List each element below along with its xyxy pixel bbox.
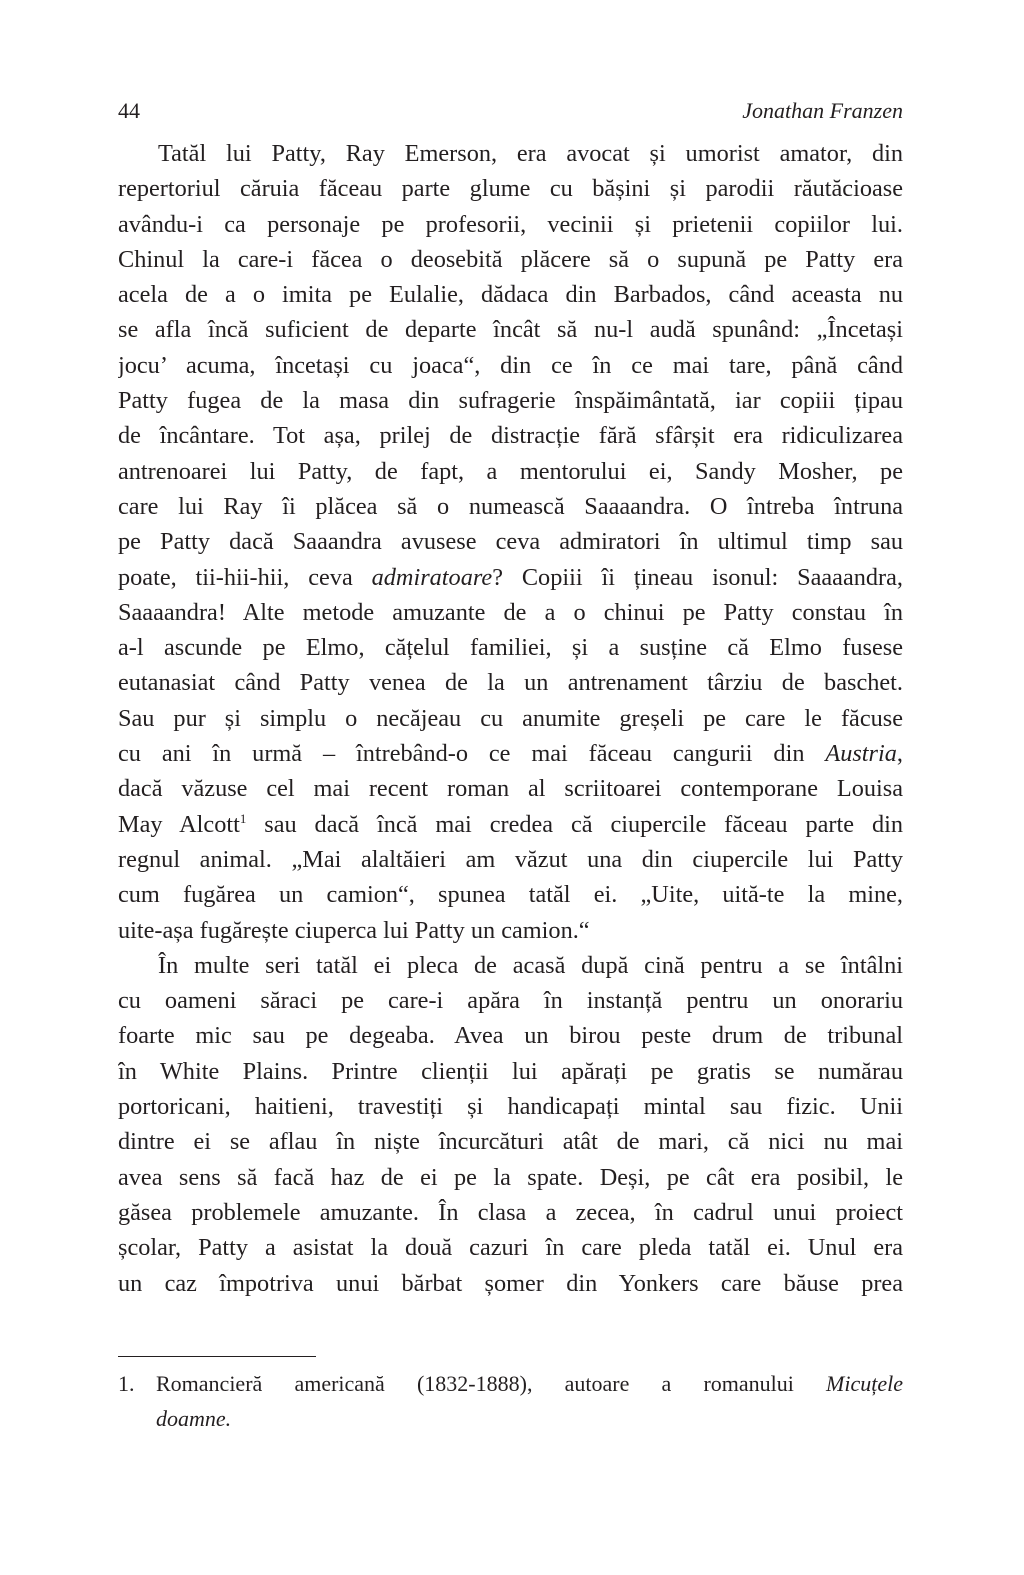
- paragraph-1-line: [118, 913, 903, 948]
- text-run: jocu’ acuma, încetași cu joaca“, din ce în ce mai tare, până când: [118, 351, 903, 379]
- text-run: poate, tii-hii-hii, ceva: [118, 563, 372, 591]
- text-run: portoricani, haitieni, travestiți și handicapați mintal sau fizic. Unii: [118, 1093, 903, 1121]
- footnote-line: [156, 1401, 903, 1436]
- footnote-divider: [118, 1356, 316, 1357]
- paragraph-1-line: [118, 665, 903, 700]
- paragraph-2-line: [118, 1195, 903, 1230]
- paragraph-1-line: [118, 454, 903, 489]
- paragraph-1-line: [118, 383, 903, 418]
- paragraph-2-line: [118, 1018, 903, 1053]
- text-run: se afla încă suficient de departe încât să nu-l audă spunând: „Încetași: [118, 316, 903, 344]
- italic-text: Austria: [825, 740, 897, 768]
- text-run: un caz împotriva unui bărbat șomer din Yonkers care băuse prea: [118, 1269, 903, 1297]
- paragraph-1-line: [118, 560, 903, 595]
- paragraph-1-line: [118, 701, 903, 736]
- text-run: a-l ascunde pe Elmo, cățelul familiei, și a susține că Elmo fusese: [118, 634, 903, 662]
- paragraph-2-line: [118, 983, 903, 1018]
- italic-text: Micuțele: [826, 1371, 903, 1396]
- text-run: avându-i ca personaje pe profesorii, vecinii și prietenii copiilor lui.: [118, 210, 903, 238]
- text-run: ? Copiii îi țineau isonul: Saaaandra,: [492, 563, 903, 591]
- paragraph-1-line: [118, 312, 903, 347]
- text-run: de încântare. Tot așa, prilej de distracție fără sfârșit era ridiculizarea: [118, 422, 903, 450]
- text-run: Romancieră americană (1832-1888), autoare a romanului: [156, 1371, 827, 1396]
- paragraph-1-line: [118, 877, 903, 912]
- paragraph-1-line: [118, 136, 903, 171]
- text-run: școlar, Patty a asistat la două cazuri în care pleda tatăl ei. Unul era: [118, 1234, 903, 1262]
- paragraph-1-line: [118, 842, 903, 877]
- text-run: Chinul la care-i făcea o deosebită plăcere să o supună pe Patty era: [118, 245, 903, 273]
- text-run: cum fugărea un camion“, spunea tatăl ei. „Uite, uită-te la mine,: [118, 881, 903, 909]
- paragraph-2-line: [118, 948, 903, 983]
- paragraph-1-line: [118, 242, 903, 277]
- paragraph-1-line: [118, 524, 903, 559]
- italic-text: admiratoare: [371, 563, 493, 591]
- paragraph-1-line: [118, 277, 903, 312]
- text-run: ,: [896, 740, 903, 768]
- text-run: uite-așa fugărește ciuperca lui Patty un camion.“: [118, 916, 590, 944]
- text-run: care lui Ray îi plăcea să o numească Saaaandra. O întreba întruna: [118, 492, 903, 520]
- body-text: [118, 136, 903, 1301]
- running-head-author: Jonathan Franzen: [742, 98, 903, 123]
- footnote-reference: 1: [239, 810, 247, 826]
- paragraph-1-line: [118, 418, 903, 453]
- paragraph-1-line: [118, 736, 903, 771]
- paragraph-2-line: [118, 1230, 903, 1265]
- text-run: Tatăl lui Patty, Ray Emerson, era avocat și umorist amator, din: [158, 140, 903, 167]
- text-run: cu oameni săraci pe care-i apăra în instanță pentru un onorariu: [118, 987, 903, 1015]
- running-header: [118, 98, 903, 128]
- paragraph-1-line: [118, 171, 903, 206]
- footnote: [118, 1366, 903, 1436]
- text-run: Saaaandra! Alte metode amuzante de a o chinui pe Patty constau în: [118, 598, 903, 626]
- text-run: avea sens să facă haz de ei pe la spate. Deși, pe cât era posibil, le: [118, 1163, 903, 1191]
- text-run: În multe seri tatăl ei pleca de acasă după cină pentru a se întâlni: [158, 951, 903, 979]
- text-run: repertoriul căruia făceau parte glume cu bășini și parodii răutăcioase: [118, 175, 903, 203]
- text-run: eutanasiat când Patty venea de la un antrenament târziu de baschet.: [118, 669, 903, 697]
- paragraph-2-line: [118, 1054, 903, 1089]
- text-run: May Alcott: [118, 810, 240, 838]
- page-number: 44: [118, 98, 140, 123]
- footnote-line: [156, 1366, 903, 1401]
- text-run: acela de a o imita pe Eulalie, dădaca din Barbados, când aceasta nu: [118, 281, 903, 309]
- italic-text: doamne.: [156, 1406, 232, 1431]
- paragraph-1-line: [118, 489, 903, 524]
- paragraph-1-line: [118, 595, 903, 630]
- text-run: regnul animal. „Mai alaltăieri am văzut una din ciupercile lui Patty: [118, 845, 903, 873]
- paragraph-1-line: [118, 207, 903, 242]
- text-run: Sau pur și simplu o necăjeau cu anumite greșeli pe care le făcuse: [118, 704, 903, 732]
- text-run: antrenoarei lui Patty, de fapt, a mentorului ei, Sandy Mosher, pe: [118, 457, 903, 485]
- text-run: Patty fugea de la masa din sufragerie înspăimântată, iar copiii țipau: [118, 387, 903, 415]
- paragraph-1-line: [118, 807, 903, 842]
- text-run: dintre ei se aflau în niște încurcături atât de mari, că nici nu mai: [118, 1128, 903, 1156]
- text-run: foarte mic sau pe degeaba. Avea un birou peste drum de tribunal: [118, 1022, 903, 1050]
- paragraph-1-line: [118, 630, 903, 665]
- text-run: sau dacă încă mai credea că ciupercile făceau parte din: [246, 810, 903, 838]
- text-run: dacă văzuse cel mai recent roman al scriitoarei contemporane Louisa: [118, 775, 903, 803]
- paragraph-1-line: [118, 348, 903, 383]
- text-run: găsea problemele amuzante. În clasa a zecea, în cadrul unui proiect: [118, 1198, 903, 1226]
- paragraph-2-line: [118, 1266, 903, 1301]
- text-run: cu ani în urmă – întrebând-o ce mai făceau cangurii din: [118, 740, 826, 768]
- paragraph-2-line: [118, 1124, 903, 1159]
- paragraph-1-line: [118, 771, 903, 806]
- paragraph-2-line: [118, 1089, 903, 1124]
- paragraph-2-line: [118, 1160, 903, 1195]
- footnote-number: 1.: [118, 1371, 135, 1396]
- text-run: pe Patty dacă Saaandra avusese ceva admiratori în ultimul timp sau: [118, 528, 903, 556]
- text-run: în White Plains. Printre clienții lui apărați pe gratis se numărau: [118, 1057, 903, 1085]
